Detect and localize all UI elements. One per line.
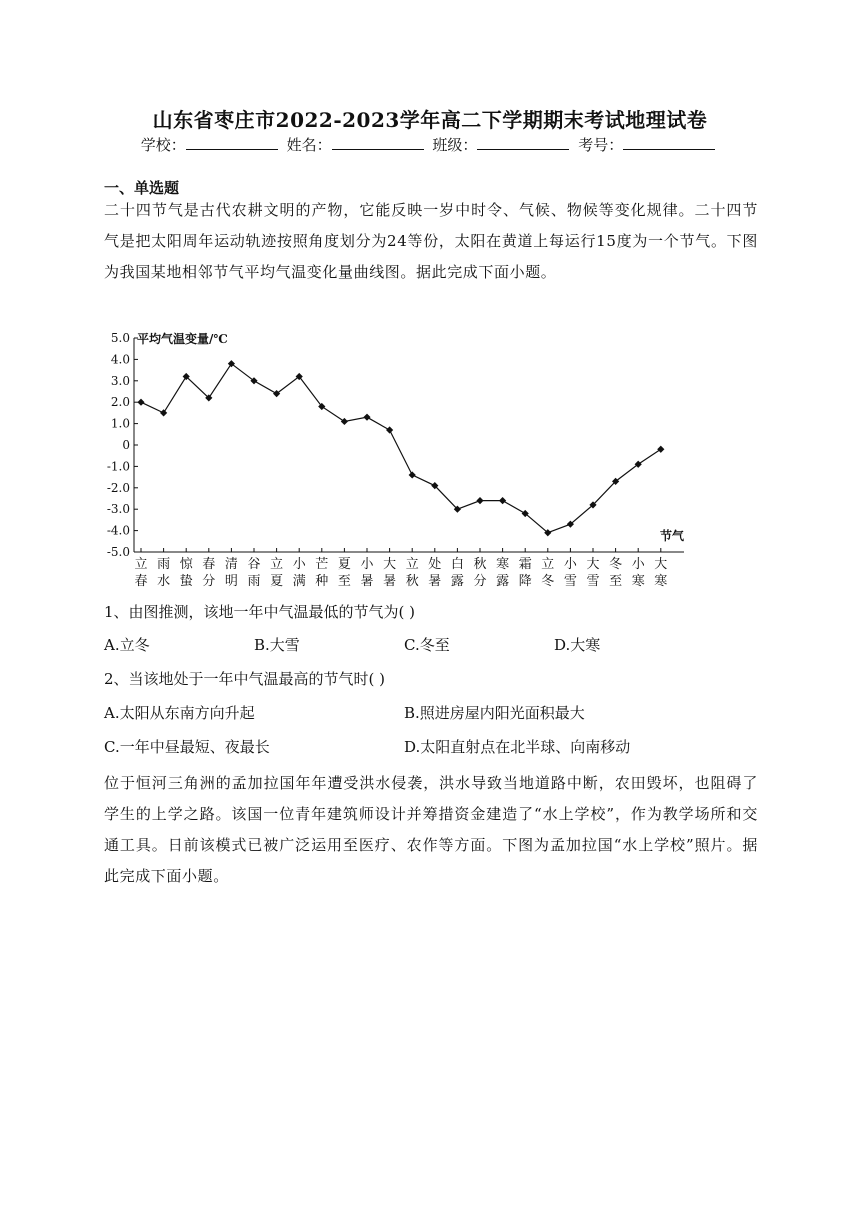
data-point [137, 399, 144, 406]
q1-option-b[interactable]: B.大雪 [254, 636, 300, 654]
data-point [363, 414, 370, 421]
data-point [499, 497, 506, 504]
y-tick-label: -4.0 [106, 523, 130, 538]
x-tick-label: 大暑 [383, 557, 397, 589]
x-axis-label: 节气 [659, 529, 684, 543]
y-tick-label: 0 [122, 438, 130, 452]
q1-option-c[interactable]: C.冬至 [404, 636, 450, 654]
q2-option-d[interactable]: D.太阳直射点在北半球、向南移动 [404, 738, 631, 756]
data-point [341, 418, 348, 425]
x-tick-label: 立冬 [541, 557, 555, 589]
x-tick-label: 小寒 [631, 557, 645, 589]
y-axis-label: 平均气温变量/℃ [137, 332, 228, 346]
series-line [141, 364, 661, 533]
data-point [409, 471, 416, 478]
x-tick-label: 谷雨 [247, 557, 261, 589]
passage-water-school: 位于恒河三角洲的孟加拉国年年遭受洪水侵袭，洪水导致当地道路中断，农田毁坏，也阻碍了学生的上学之路。该国一位青年建筑师设计并筹措资金建造了“水上学校”，作为教学场所和交通工具。日前该模式已被广泛运用至医疗、农作等方面。下图为孟加拉国“水上学校”照片。据此完成下面小题。 [104, 774, 758, 885]
question-2-stem: 2、当该地处于一年中气温最高的节气时( ) [104, 670, 386, 688]
x-tick-label: 立夏 [270, 557, 284, 589]
y-tick-label: -3.0 [106, 502, 130, 517]
x-tick-label: 惊蛰 [179, 557, 193, 589]
x-tick-label: 白露 [450, 557, 464, 589]
exam-number-label: 考号： [578, 136, 624, 154]
y-tick-label: 4.0 [110, 352, 130, 367]
y-tick-label: 1.0 [110, 416, 130, 431]
class-blank [477, 135, 569, 150]
x-tick-label: 处暑 [428, 557, 442, 589]
x-tick-label: 芒种 [315, 557, 329, 589]
y-tick-label: 3.0 [110, 373, 130, 388]
x-tick-label: 冬至 [609, 557, 623, 589]
data-point [160, 409, 167, 416]
x-tick-label: 雨水 [157, 557, 171, 589]
q2-option-b[interactable]: B.照进房屋内阳光面积最大 [404, 704, 585, 722]
x-tick-label: 清明 [224, 557, 238, 589]
x-tick-label: 霜降 [518, 557, 532, 589]
school-label: 学校： [140, 136, 186, 154]
y-tick-label: -5.0 [106, 545, 130, 559]
student-info-line [0, 134, 860, 155]
y-tick-label: -2.0 [106, 480, 130, 495]
question-1-stem: 1、由图推测，该地一年中气温最低的节气为( ) [104, 603, 416, 621]
x-tick-label: 小雪 [563, 557, 577, 589]
passage-solar-terms: 二十四节气是古代农耕文明的产物，它能反映一岁中时令、气候、物候等变化规律。二十四节气是把太阳周年运动轨迹按照角度划分为24等份，太阳在黄道上每运行15度为一个节气。下图为我国某地相邻节气平均气温变化量曲线图。据此完成下面小题。 [104, 201, 758, 281]
name-blank [332, 135, 424, 150]
y-tick-label: -1.0 [106, 459, 130, 474]
x-tick-label: 大雪 [586, 557, 600, 589]
section-title: 一、单选题 [104, 179, 180, 197]
x-tick-label: 小暑 [360, 557, 374, 589]
q1-option-a[interactable]: A.立冬 [104, 636, 150, 654]
data-point [386, 426, 393, 433]
school-blank [186, 135, 278, 150]
x-tick-label: 小满 [292, 557, 306, 589]
x-tick-label: 立春 [134, 557, 148, 589]
temperature-change-chart [104, 325, 694, 590]
q1-option-d[interactable]: D.大寒 [554, 636, 601, 654]
class-label: 班级： [432, 136, 478, 154]
y-tick-label: 2.0 [110, 395, 130, 410]
q2-option-a[interactable]: A.太阳从东南方向升起 [104, 704, 255, 722]
x-tick-label: 寒露 [496, 557, 510, 589]
x-tick-label: 秋分 [473, 557, 487, 589]
q2-option-c[interactable]: C.一年中昼最短、夜最长 [104, 738, 270, 756]
exam-number-blank [623, 135, 715, 150]
x-tick-label: 夏至 [337, 557, 351, 589]
data-point [476, 497, 483, 504]
x-tick-label: 春分 [202, 557, 216, 589]
data-point [657, 446, 664, 453]
y-tick-label: 5.0 [110, 331, 130, 345]
x-tick-label: 立秋 [405, 557, 419, 589]
x-tick-label: 大寒 [654, 557, 668, 589]
name-label: 姓名： [286, 136, 332, 154]
page-title: 山东省枣庄市2022-2023学年高二下学期期末考试地理试卷 [152, 108, 708, 132]
